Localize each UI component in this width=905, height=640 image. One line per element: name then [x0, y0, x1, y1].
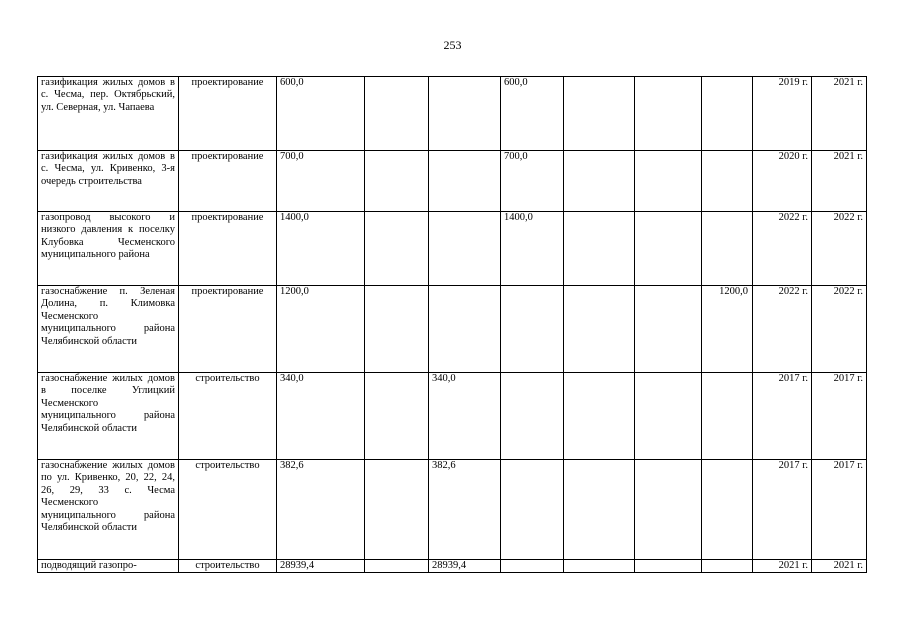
end-year-cell: 2022 г.	[812, 212, 867, 286]
work-type-cell: проектирование	[179, 77, 277, 151]
amount-cell-7	[702, 560, 753, 573]
start-year-cell: 2022 г.	[753, 286, 812, 373]
table-row	[38, 286, 867, 373]
end-year-cell: 2022 г.	[812, 286, 867, 373]
amount-cell-3: 382,6	[429, 460, 501, 560]
amount-cell-5	[564, 560, 635, 573]
amount-cell-7	[702, 77, 753, 151]
amount-cell-4	[501, 373, 564, 460]
amount-cell-2	[365, 373, 429, 460]
amount-cell-5	[564, 77, 635, 151]
start-year-cell: 2021 г.	[753, 560, 812, 573]
amount-cell-2	[365, 212, 429, 286]
amount-cell-2	[365, 77, 429, 151]
work-type-cell: строительство	[179, 460, 277, 560]
amount-cell-4	[501, 286, 564, 373]
work-type-cell: проектирование	[179, 286, 277, 373]
amount-cell-3	[429, 151, 501, 212]
amount-cell-5	[564, 373, 635, 460]
page-number: 253	[443, 38, 462, 52]
table-row	[38, 151, 867, 212]
total-amount-cell: 382,6	[277, 460, 365, 560]
amount-cell-7	[702, 460, 753, 560]
amount-cell-6	[635, 212, 702, 286]
object-name-cell: газоснабжение п. Зеленая Долина, п. Климовка Чесменского муниципального района Челябинской области	[38, 286, 179, 373]
end-year-cell: 2017 г.	[812, 460, 867, 560]
work-type-cell: проектирование	[179, 151, 277, 212]
amount-cell-5	[564, 286, 635, 373]
amount-cell-6	[635, 77, 702, 151]
amount-cell-3	[429, 77, 501, 151]
funding-table	[37, 76, 867, 573]
amount-cell-3: 340,0	[429, 373, 501, 460]
amount-cell-2	[365, 151, 429, 212]
total-amount-cell: 28939,4	[277, 560, 365, 573]
amount-cell-7	[702, 151, 753, 212]
work-type-cell: строительство	[179, 373, 277, 460]
object-name-cell: газопровод высокого и низкого давления к поселку Клубовка Чесменского муниципального района	[38, 212, 179, 286]
amount-cell-6	[635, 286, 702, 373]
total-amount-cell: 700,0	[277, 151, 365, 212]
amount-cell-2	[365, 286, 429, 373]
end-year-cell: 2021 г.	[812, 151, 867, 212]
amount-cell-2	[365, 460, 429, 560]
total-amount-cell: 600,0	[277, 77, 365, 151]
amount-cell-6	[635, 151, 702, 212]
start-year-cell: 2017 г.	[753, 373, 812, 460]
start-year-cell: 2022 г.	[753, 212, 812, 286]
table-row	[38, 560, 867, 573]
amount-cell-5	[564, 460, 635, 560]
object-name-cell: газоснабжение жилых домов по ул. Кривенко, 20, 22, 24, 26, 29, 33 с. Чесма Чесменского муниципального района Челябинской области	[38, 460, 179, 560]
start-year-cell: 2017 г.	[753, 460, 812, 560]
end-year-cell: 2021 г.	[812, 560, 867, 573]
amount-cell-7: 1200,0	[702, 286, 753, 373]
end-year-cell: 2017 г.	[812, 373, 867, 460]
table-row	[38, 373, 867, 460]
object-name-cell: газификация жилых домов в с. Чесма, пер. Октябрьский, ул. Северная, ул. Чапаева	[38, 77, 179, 151]
amount-cell-7	[702, 212, 753, 286]
end-year-cell: 2021 г.	[812, 77, 867, 151]
table-row	[38, 212, 867, 286]
start-year-cell: 2019 г.	[753, 77, 812, 151]
total-amount-cell: 340,0	[277, 373, 365, 460]
work-type-cell: строительство	[179, 560, 277, 573]
amount-cell-6	[635, 460, 702, 560]
amount-cell-4: 700,0	[501, 151, 564, 212]
total-amount-cell: 1400,0	[277, 212, 365, 286]
amount-cell-4: 600,0	[501, 77, 564, 151]
amount-cell-6	[635, 373, 702, 460]
amount-cell-4	[501, 460, 564, 560]
start-year-cell: 2020 г.	[753, 151, 812, 212]
table-row	[38, 77, 867, 151]
total-amount-cell: 1200,0	[277, 286, 365, 373]
table-row	[38, 460, 867, 560]
amount-cell-4	[501, 560, 564, 573]
amount-cell-3	[429, 286, 501, 373]
amount-cell-6	[635, 560, 702, 573]
object-name-cell: газификация жилых домов в с. Чесма, ул. Кривенко, 3-я очередь строительства	[38, 151, 179, 212]
object-name-cell: подводящий газопро-	[38, 560, 179, 573]
amount-cell-3	[429, 212, 501, 286]
amount-cell-7	[702, 373, 753, 460]
amount-cell-5	[564, 151, 635, 212]
amount-cell-2	[365, 560, 429, 573]
amount-cell-5	[564, 212, 635, 286]
object-name-cell: газоснабжение жилых домов в поселке Углицкий Чесменского муниципального района Челябинской области	[38, 373, 179, 460]
amount-cell-3: 28939,4	[429, 560, 501, 573]
work-type-cell: проектирование	[179, 212, 277, 286]
amount-cell-4: 1400,0	[501, 212, 564, 286]
